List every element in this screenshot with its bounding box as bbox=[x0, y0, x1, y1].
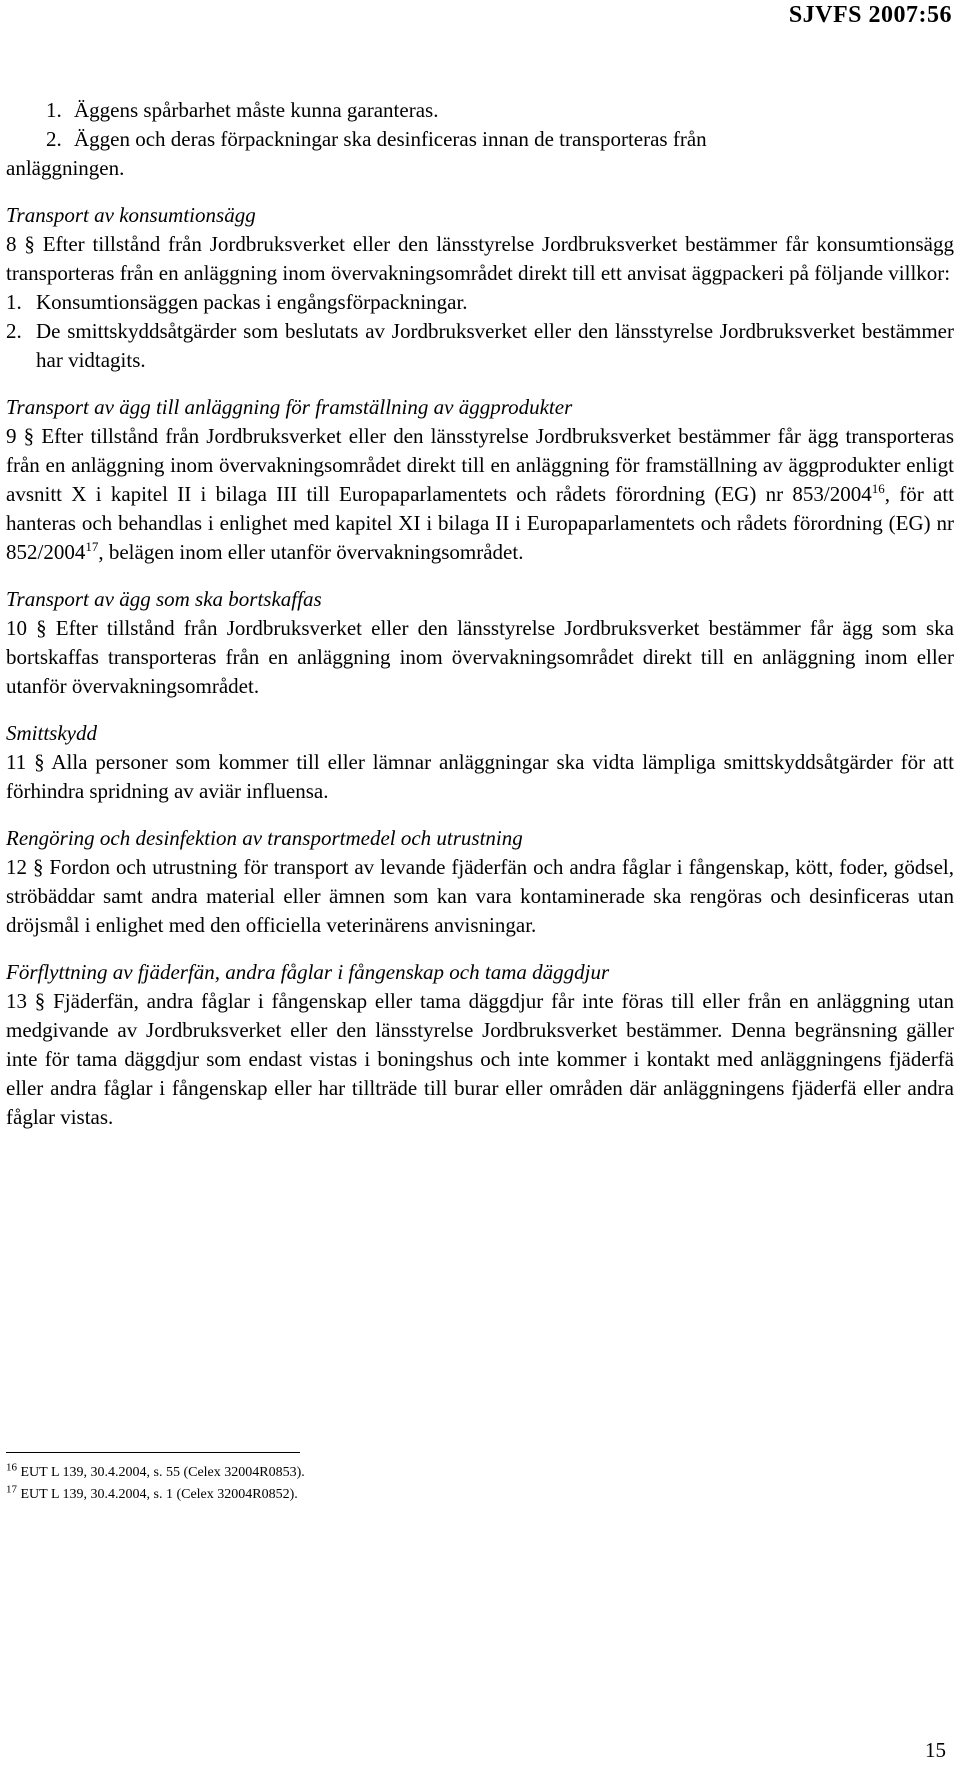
footnotes bbox=[6, 1462, 305, 1506]
section-12 bbox=[6, 824, 954, 940]
section-10 bbox=[6, 585, 954, 701]
footnote-ref: 17 bbox=[85, 539, 99, 554]
footnote-divider bbox=[6, 1452, 300, 1453]
document-code: SJVFS 2007:56 bbox=[788, 2, 952, 28]
section-heading: Transport av ägg till anläggning för framställning av äggprodukter bbox=[6, 395, 573, 419]
list-item: 2. De smittskyddsåtgärder som beslutats av Jordbruksverket eller den länsstyrelse Jordbruksverket bestämmer har vidtagits. bbox=[6, 319, 954, 372]
footnote: $^{16}$ EUT L 139, 30.4.2004, s. 55 (Celex 32004R0853). bbox=[6, 1461, 305, 1480]
list-item: 1. Äggens spårbarhet måste kunna garanteras. bbox=[46, 98, 439, 122]
page-body bbox=[6, 96, 954, 1132]
section-heading: Förflyttning av fjäderfän, andra fåglar i fångenskap och tama däggdjur bbox=[6, 960, 610, 984]
page-number: 15 bbox=[925, 1738, 946, 1762]
section-paragraph: 9 § Efter tillstånd från Jordbruksverket eller den länsstyrelse Jordbruksverket bestämmer får ägg transporteras från en anläggning inom övervakningsområdet direkt till en anläggning för framställning av äggprodukter enligt avsnitt X i kapitel II i bilaga III till Europaparlamentets och rådets förordning (EG) nr 853/2004$^{16}$, för att hanteras och behandlas i enlighet med kapitel XI i bilaga II i Europaparlamentets och rådets förordning (EG) nr 852/2004$^{17}$, belägen inom eller utanför övervakningsområdet. bbox=[6, 424, 954, 564]
list-item-continuation: anläggningen. bbox=[6, 156, 125, 180]
section-8 bbox=[6, 201, 954, 375]
footnote: $^{17}$ EUT L 139, 30.4.2004, s. 1 (Celex 32004R0852). bbox=[6, 1483, 298, 1502]
section-heading: Smittskydd bbox=[6, 721, 97, 745]
intro-list bbox=[6, 96, 954, 183]
section-paragraph: 11 § Alla personer som kommer till eller lämnar anläggningar ska vidta lämpliga smittskyddsåtgärder för att förhindra spridning av aviär influensa. bbox=[6, 750, 954, 803]
section-paragraph: 8 § Efter tillstånd från Jordbruksverket eller den länsstyrelse Jordbruksverket bestämmer får konsumtionsägg transporteras från en anläggning inom övervakningsområdet direkt till ett anvisat äggpackeri på följande villkor: bbox=[6, 232, 954, 285]
section-paragraph: 12 § Fordon och utrustning för transport av levande fjäderfän och andra fåglar i fångenskap, kött, foder, gödsel, ströbäddar samt andra material eller ämnen som kan vara kontaminerade ska rengöras och desinficeras utan dröjsmål i enlighet med den officiella veterinärens anvisningar. bbox=[6, 855, 954, 937]
list-item: 2. Äggen och deras förpackningar ska desinficeras innan de transporteras från bbox=[46, 127, 707, 151]
section-heading: Transport av konsumtionsägg bbox=[6, 203, 256, 227]
section-heading: Transport av ägg som ska bortskaffas bbox=[6, 587, 322, 611]
list-item: 1. Konsumtionsäggen packas i engångsförpackningar. bbox=[6, 290, 468, 314]
section-paragraph: 13 § Fjäderfän, andra fåglar i fångenskap eller tama däggdjur får inte föras till eller från en anläggning utan medgivande av Jordbruksverket eller den länsstyrelse Jordbruksverket bestämmer. Denna begränsning gäller inte för tama däggdjur som endast vistas i boningshus och inte kommer i kontakt med anläggningens fjäderfä eller andra fåglar i fångenskap eller har tillträde till burar eller områden där anläggningens fjäderfä eller andra fåglar vistas. bbox=[6, 989, 954, 1129]
section-paragraph: 10 § Efter tillstånd från Jordbruksverket eller den länsstyrelse Jordbruksverket bestämmer får ägg som ska bortskaffas transporteras från en anläggning inom övervakningsområdet direkt till en anläggning inom eller utanför övervakningsområdet. bbox=[6, 616, 954, 698]
section-9 bbox=[6, 393, 954, 567]
section-13 bbox=[6, 958, 954, 1132]
condition-list bbox=[6, 288, 954, 375]
section-heading: Rengöring och desinfektion av transportmedel och utrustning bbox=[6, 826, 523, 850]
section-11 bbox=[6, 719, 954, 806]
footnote-ref: 16 bbox=[871, 481, 885, 496]
